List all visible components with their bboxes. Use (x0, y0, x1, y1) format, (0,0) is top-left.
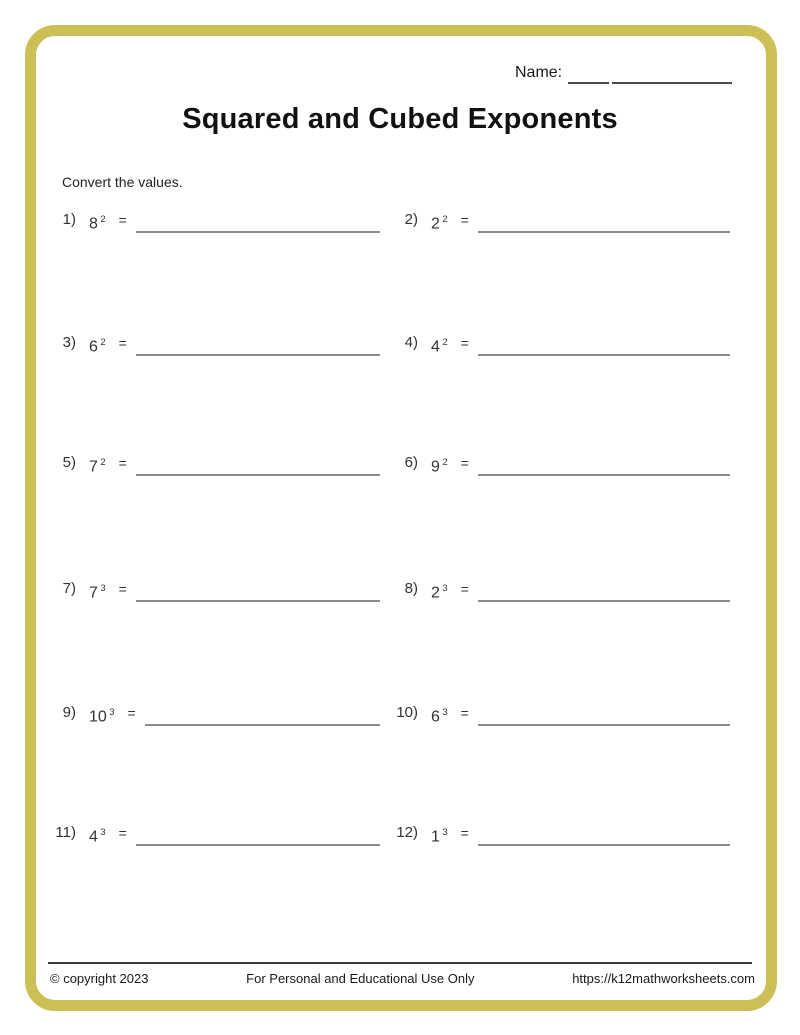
problem-number: 10) (396, 704, 418, 721)
equals-sign: = (118, 455, 127, 471)
base-number: 9 (431, 458, 440, 476)
equals-sign: = (460, 335, 469, 351)
exponent-number: 3 (442, 827, 448, 838)
base-number: 8 (89, 215, 98, 233)
answer-blank[interactable] (136, 207, 380, 233)
exponent-number: 2 (100, 457, 106, 468)
answer-blank[interactable] (478, 576, 730, 602)
exponent-number: 2 (442, 214, 448, 225)
problem-number: 2) (404, 211, 418, 228)
problem-expression (431, 207, 448, 234)
answer-blank[interactable] (478, 820, 730, 846)
base-number: 4 (89, 828, 98, 846)
answer-blank[interactable] (136, 450, 380, 476)
equals-sign: = (118, 581, 127, 597)
exponent-number: 3 (100, 827, 106, 838)
problem-number: 7) (62, 580, 76, 597)
problem-number: 5) (62, 454, 76, 471)
name-label: Name: (515, 64, 563, 81)
name-blank-line[interactable] (612, 64, 732, 84)
equals-sign: = (460, 455, 469, 471)
usage-text: For Personal and Educational Use Only (246, 971, 475, 986)
problem-expression (431, 700, 448, 727)
problem-expression (431, 330, 448, 357)
base-number: 2 (431, 215, 440, 233)
equals-sign: = (118, 825, 127, 841)
problem-number: 9) (62, 704, 76, 721)
answer-blank[interactable] (136, 820, 380, 846)
problem-row (52, 207, 730, 237)
problem-number: 12) (396, 824, 418, 841)
problem-expression (431, 450, 448, 477)
exponent-number: 2 (442, 337, 448, 348)
equals-sign: = (460, 705, 469, 721)
equals-sign: = (460, 212, 469, 228)
footer-divider (48, 962, 752, 964)
problem-1 (52, 207, 380, 237)
problem-number: 1) (62, 211, 76, 228)
problem-12 (394, 820, 730, 850)
website-url: https://k12mathworksheets.com (572, 971, 755, 986)
name-field (515, 60, 732, 84)
answer-blank[interactable] (478, 450, 730, 476)
base-number: 7 (89, 584, 98, 602)
exponent-number: 2 (100, 337, 106, 348)
problem-8 (394, 576, 730, 606)
exponent-number: 3 (442, 583, 448, 594)
answer-blank[interactable] (136, 576, 380, 602)
base-number: 7 (89, 458, 98, 476)
problem-4 (394, 330, 730, 360)
page-border (25, 25, 777, 1011)
equals-sign: = (118, 335, 127, 351)
answer-blank[interactable] (145, 700, 380, 726)
base-number: 1 (431, 828, 440, 846)
footer (50, 971, 755, 986)
problem-row (52, 330, 730, 360)
problem-expression (431, 576, 448, 603)
exponent-number: 2 (442, 457, 448, 468)
base-number: 10 (89, 708, 107, 726)
equals-sign: = (127, 705, 136, 721)
answer-blank[interactable] (478, 207, 730, 233)
problem-number: 11) (55, 824, 76, 841)
equals-sign: = (460, 581, 469, 597)
problem-number: 3) (62, 334, 76, 351)
problem-expression (89, 330, 106, 357)
problem-row (52, 700, 730, 730)
exponent-number: 2 (100, 214, 106, 225)
base-number: 2 (431, 584, 440, 602)
problem-number: 6) (404, 454, 418, 471)
problem-row (52, 820, 730, 850)
problem-expression (89, 207, 106, 234)
problem-6 (394, 450, 730, 480)
problem-number: 4) (404, 334, 418, 351)
problem-expression (89, 820, 106, 847)
base-number: 6 (89, 338, 98, 356)
answer-blank[interactable] (136, 330, 380, 356)
equals-sign: = (118, 212, 127, 228)
copyright-text: © copyright 2023 (50, 971, 149, 986)
exponent-number: 3 (100, 583, 106, 594)
problem-10 (394, 700, 730, 730)
problem-2 (394, 207, 730, 237)
problem-expression (431, 820, 448, 847)
problem-expression (89, 450, 106, 477)
problem-number: 8) (404, 580, 418, 597)
problem-expression (89, 700, 115, 727)
exponent-number: 3 (109, 707, 115, 718)
instruction-text: Convert the values. (62, 174, 183, 190)
equals-sign: = (460, 825, 469, 841)
base-number: 6 (431, 708, 440, 726)
exponent-number: 3 (442, 707, 448, 718)
base-number: 4 (431, 338, 440, 356)
answer-blank[interactable] (478, 330, 730, 356)
problem-9 (52, 700, 380, 730)
problem-row (52, 576, 730, 606)
problem-5 (52, 450, 380, 480)
problem-3 (52, 330, 380, 360)
page-title: Squared and Cubed Exponents (182, 103, 618, 135)
problem-row (52, 450, 730, 480)
name-blank-line[interactable] (568, 64, 609, 84)
problem-11 (52, 820, 380, 850)
answer-blank[interactable] (478, 700, 730, 726)
problem-expression (89, 576, 106, 603)
problem-7 (52, 576, 380, 606)
